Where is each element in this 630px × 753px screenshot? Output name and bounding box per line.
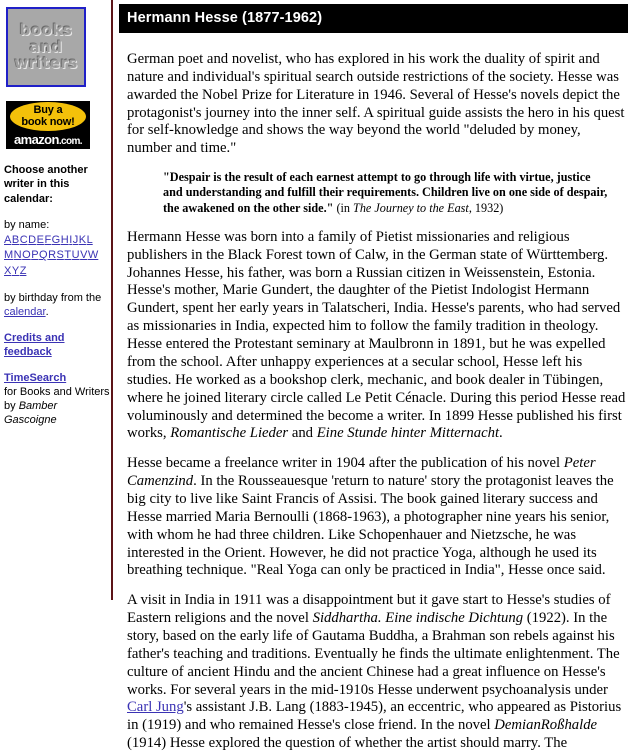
logo-line-2: and xyxy=(29,37,63,56)
logo-line-1: books xyxy=(19,20,73,39)
books-and-writers-logo[interactable] xyxy=(6,7,86,87)
amazon-oval xyxy=(6,101,90,132)
para4-part-b: (1922). In the story, based on the early life of Gautama Buddha, a Brahman son rebels against his father's teaching and traditions. Eventually he finds the ultimate enlightenment. The culture of ancient Hindu and the ancient Chinese had a great influence on Hesse's works. For several years in the mid-1910s Hesse underwent psychoanalysis under xyxy=(127,610,620,698)
para2-part-a: Hermann Hesse was born into a family of Pietist missionaries and religious publishers in the Black Forest town of Calw, in the German state of Württemberg. Johannes Hesse, his father, was born a Russian citizen in Weissenstein, Estonia. Hesse's mother, Marie Gundert, the daughter of the Pietist Indologist Hermann Gundert, spent her early years in Talatscheri, India. Hesse's parents, who had served as missionaries in India, expected him to follow the family tradition in theology. Hesse entered the Protestant seminary at Maulbronn in 1891, but he was expelled from the school. After unhappy experiences at a secular school, Hesse left his studies. He worked as a bookshop clerk, mechanic, and book dealer in Tübingen, where he joined literary circle called Le Petit Cénacle. During this period Hesse read voluminously and determined the become a writer. In 1899 Hesse published his first works, xyxy=(127,228,626,442)
quote-source-title: The Journey to the East xyxy=(353,200,469,215)
amazon-tld: .com. xyxy=(58,136,82,147)
paragraph-biography xyxy=(127,229,626,443)
alphabet-link-g[interactable]: G xyxy=(51,233,61,246)
alphabet-links-row-3 xyxy=(4,264,111,279)
para2-work-title-2: Eine Stunde hinter Mitternacht xyxy=(316,425,500,442)
alphabet-link-a[interactable]: A xyxy=(4,233,12,246)
para4-work-title-2: DemianRoßhalde xyxy=(494,717,598,734)
para2-part-c: . xyxy=(499,425,503,442)
page-title: Hermann Hesse (1877-1962) xyxy=(119,4,628,33)
paragraph-india-visit xyxy=(127,592,626,753)
alphabet-link-c[interactable]: C xyxy=(19,233,28,246)
alphabet-link-p[interactable]: P xyxy=(31,249,39,262)
quote-source-prefix: (in xyxy=(336,200,354,215)
timesearch-author: Bamber Gascoigne xyxy=(4,399,58,427)
alphabet-link-b[interactable]: B xyxy=(11,233,20,246)
timesearch-section xyxy=(4,371,111,427)
pull-quote-source xyxy=(336,201,503,215)
alphabet-link-t[interactable]: T xyxy=(64,249,72,262)
credits-section xyxy=(4,331,111,359)
alphabet-link-y[interactable]: Y xyxy=(11,265,20,277)
by-name-section xyxy=(4,218,111,279)
alphabet-link-s[interactable]: S xyxy=(56,249,64,262)
main-content xyxy=(113,0,630,752)
para3-work-title: Peter Camenzind xyxy=(127,455,596,490)
timesearch-author-line xyxy=(4,399,111,427)
sidebar xyxy=(0,0,113,600)
alphabet-link-r[interactable]: R xyxy=(48,249,57,262)
alphabet-link-d[interactable]: D xyxy=(28,233,37,246)
amazon-brand: amazon xyxy=(14,132,59,147)
article-body xyxy=(119,51,630,753)
amazon-button-line-1: Buy a xyxy=(33,103,63,116)
alphabet-link-k[interactable]: K xyxy=(78,233,87,246)
logo-line-3: writers xyxy=(14,54,78,73)
alphabet-links-row-2 xyxy=(4,248,111,263)
alphabet-link-x[interactable]: X xyxy=(4,265,12,277)
amazon-wordmark xyxy=(6,132,90,148)
by-birthday-section xyxy=(4,291,111,319)
alphabet-link-v[interactable]: V xyxy=(80,249,88,262)
calendar-link[interactable]: calendar xyxy=(4,305,46,318)
alphabet-link-e[interactable]: E xyxy=(36,233,44,246)
amazon-buy-book-button[interactable] xyxy=(6,101,90,149)
quote-source-suffix: , 1932) xyxy=(468,200,504,215)
paragraph-intro: German poet and novelist, who has explored in his work the duality of spirit and nature and individual's spiritual search outside restrictions of the society. Hesse was awarded the Nobel Prize for Literature in 1946. Several of Hesse's novels depict the protagonist's journey into the inner self. A spiritual guide assists the hero in his quest for self-knowledge and shows the way beyond the world "deluded by money, number and time." xyxy=(127,51,625,157)
alphabet-link-f[interactable]: F xyxy=(44,233,52,246)
para4-part-d: (1914) Hesse explored the question of whether the artist should marry. The xyxy=(127,735,568,752)
alphabet-link-o[interactable]: O xyxy=(22,249,31,262)
paragraph-freelance-career xyxy=(127,455,626,580)
para2-part-b: and xyxy=(288,425,317,442)
pull-quote xyxy=(127,170,626,216)
alphabet-links-row-1 xyxy=(4,233,111,248)
para4-part-c: 's assistant J.B. Lang (1883-1945), an eccentric, who appeared as Pistorius in (1919) and who remained Hesse's close friend. In the novel xyxy=(127,699,622,734)
alphabet-link-z[interactable]: Z xyxy=(19,265,27,277)
alphabet-link-w[interactable]: W xyxy=(87,249,99,262)
alphabet-link-l[interactable]: L xyxy=(86,233,93,246)
by-name-label: by name: xyxy=(4,218,50,231)
birthday-period: . xyxy=(45,305,49,318)
alphabet-link-h[interactable]: H xyxy=(60,233,69,246)
by-birthday-label: by birthday from the xyxy=(4,291,102,304)
para4-part-a: A visit in India in 1911 was a disappointment but it gave start to Hesse's studies of Eastern religions and the novel xyxy=(127,592,611,627)
carl-jung-link[interactable]: Carl Jung xyxy=(127,699,184,716)
para2-work-title-1: Romantische Lieder xyxy=(170,425,289,442)
alphabet-link-u[interactable]: U xyxy=(71,249,80,262)
alphabet-link-i[interactable]: I xyxy=(69,233,73,246)
alphabet-link-n[interactable]: N xyxy=(13,249,22,262)
alphabet-link-q[interactable]: Q xyxy=(39,249,48,262)
timesearch-link[interactable]: TimeSearch xyxy=(4,371,67,384)
para3-part-a: Hesse became a freelance writer in 1904 after the publication of his novel xyxy=(127,455,564,472)
para3-part-b: . In the Rousseauesque 'return to nature' story the protagonist leaves the big city to live like Saint Francis of Assisi. The book gained literary success and Hesse married Maria Bernoulli (1868-1963), a photographer nine years his senior, with whom he had three children. Like Schopenhauer and Nietzsche, he was interested in the Orient. However, he did not practice Yoga, although he used its breathing technique. "Real Yoga can only be practiced in India", Hesse once said. xyxy=(127,473,614,579)
alphabet-link-m[interactable]: M xyxy=(4,249,14,262)
amazon-button-line-2: book now! xyxy=(21,115,75,128)
pull-quote-text: "Despair is the result of each earnest attempt to go through life with virtue, justice and understanding and fulfill their requirements. Children live on one side of despair, the awakened on the other side." xyxy=(163,170,608,215)
credits-and-feedback-link[interactable]: Credits and feedback xyxy=(4,331,65,358)
timesearch-subtitle: for Books and Writers xyxy=(4,385,110,398)
sidebar-heading: Choose another writer in this calendar: xyxy=(4,164,88,205)
para4-work-title: Siddhartha. Eine indische Dichtung xyxy=(312,610,524,627)
timesearch-by-prefix: by xyxy=(4,399,19,412)
alphabet-link-j[interactable]: J xyxy=(72,233,79,246)
